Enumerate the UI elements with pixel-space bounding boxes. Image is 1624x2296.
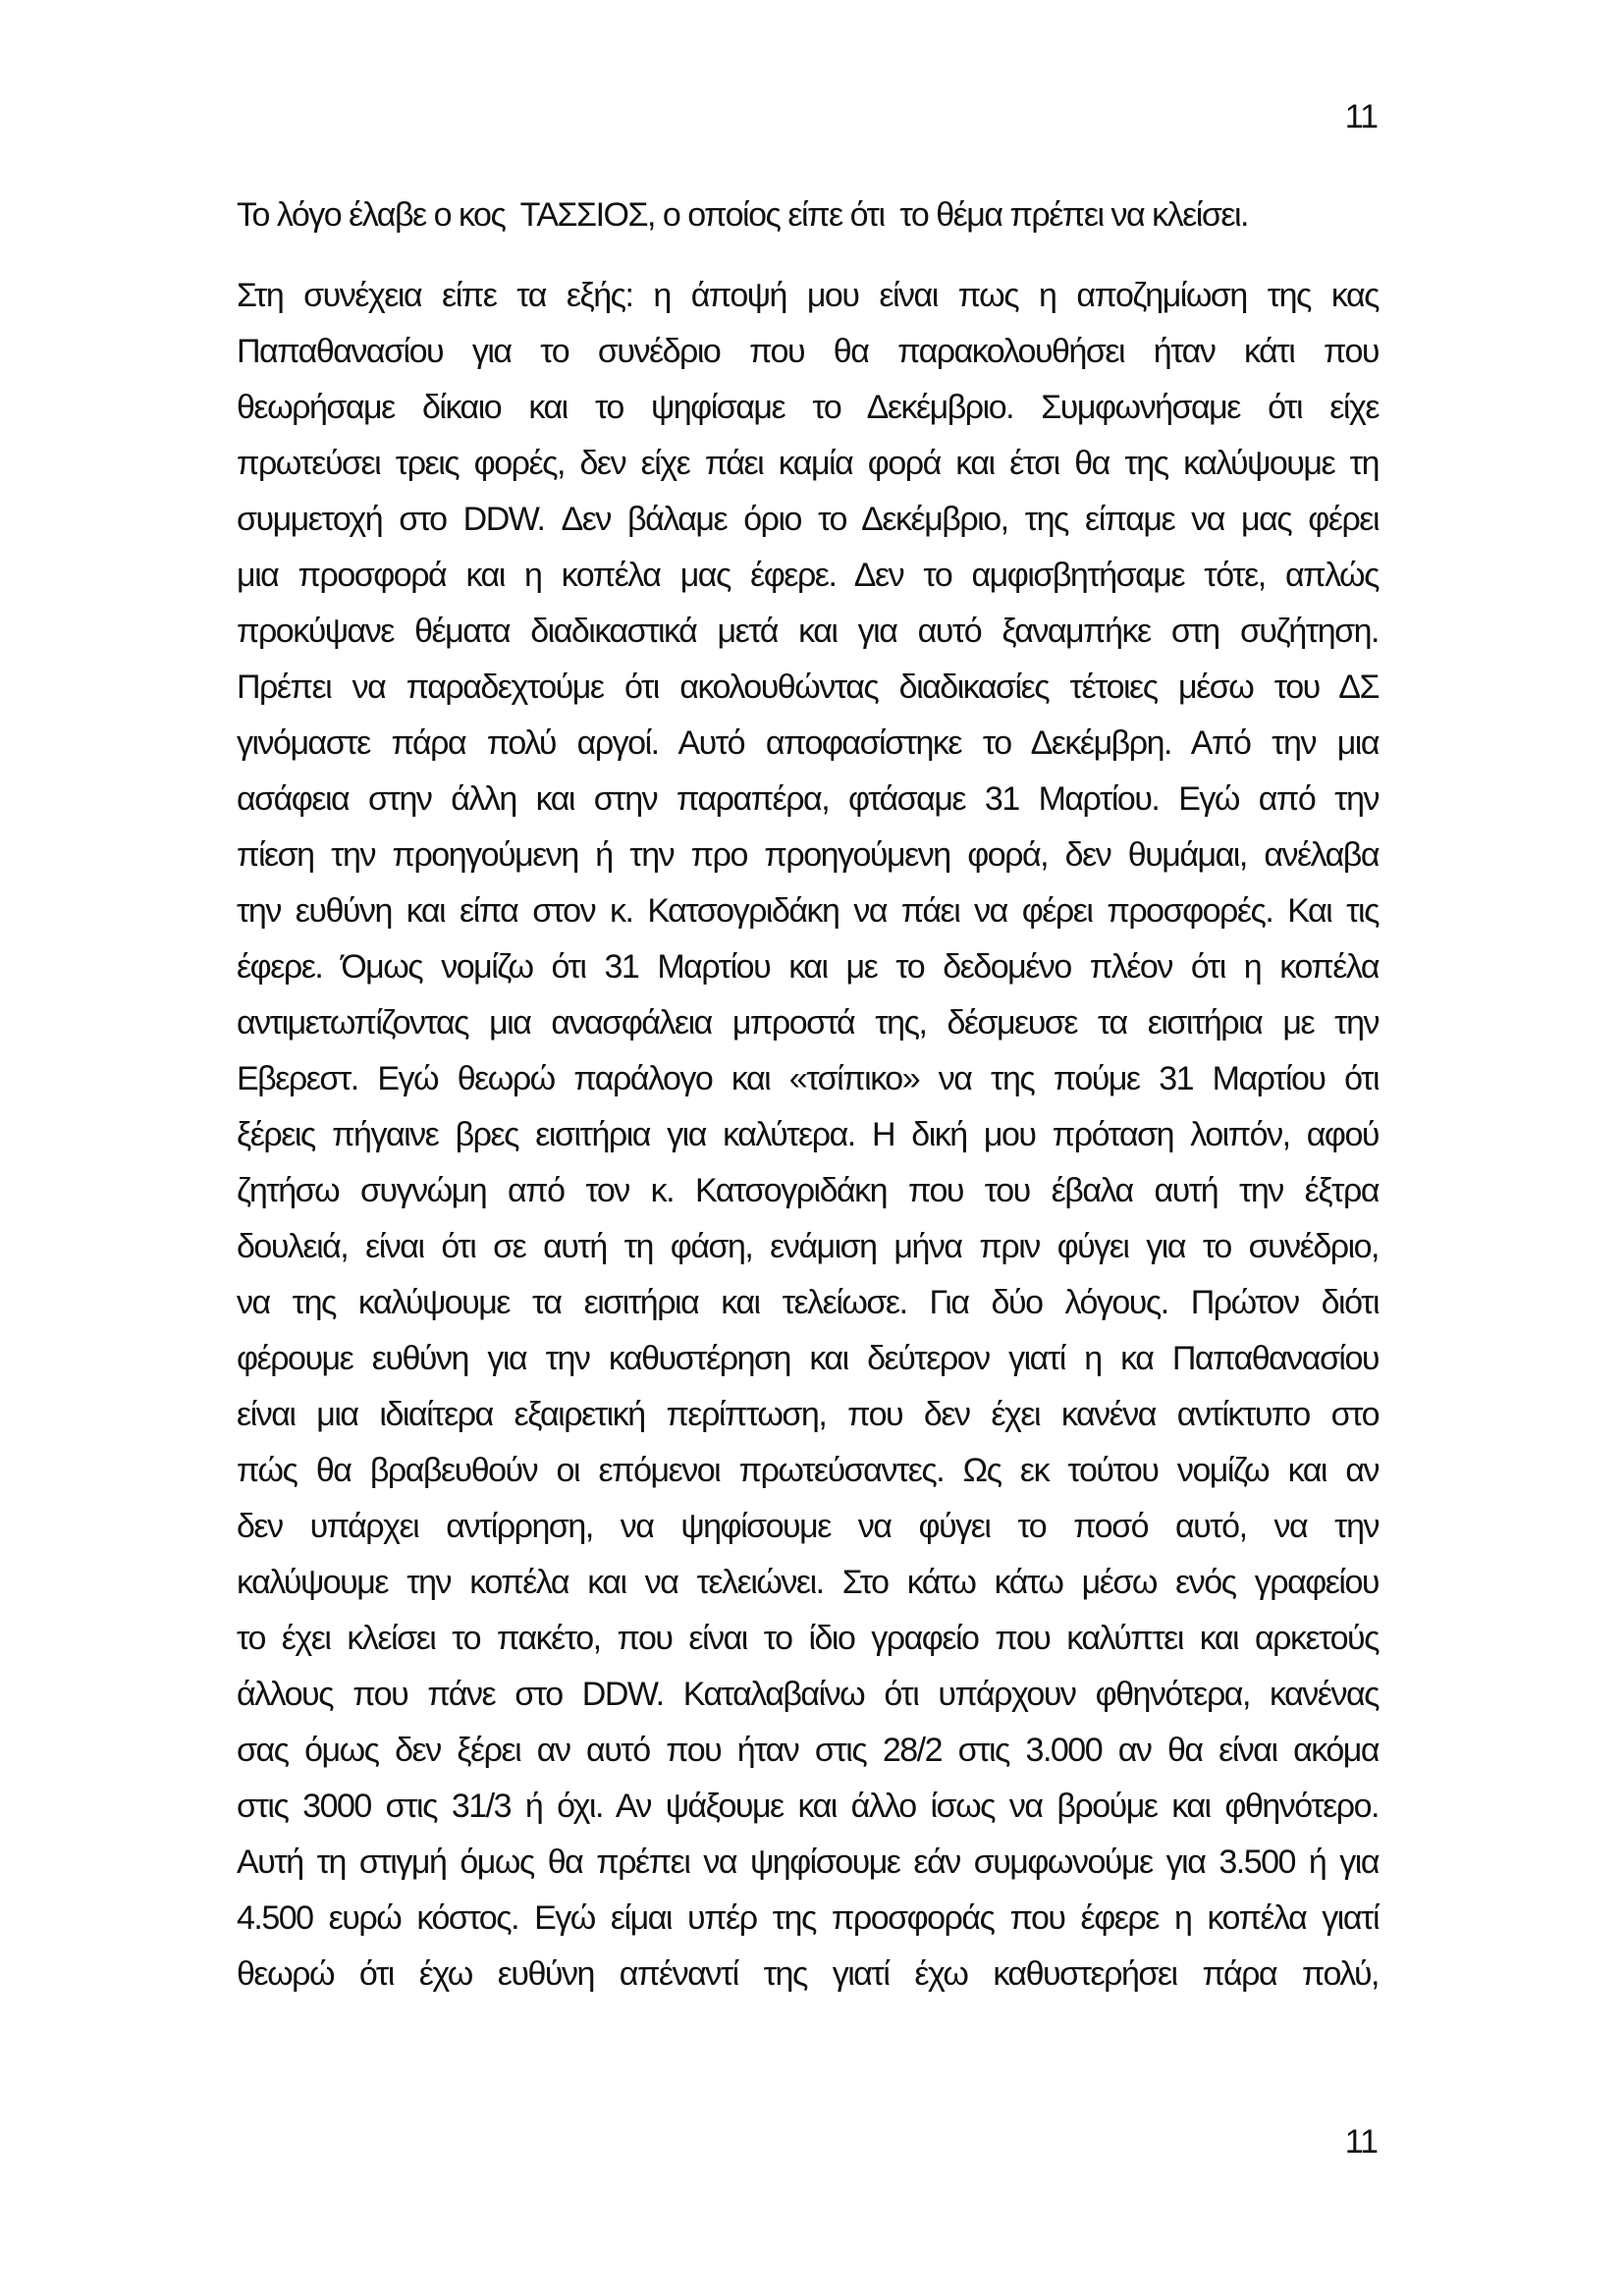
text-line: Στη συνέχεια είπε τα εξής: η άποψή μου είναι πως η αποζημίωση της κας [237,277,1379,314]
text-line: πρωτεύσει τρεις φορές, δεν είχε πάει καμία φορά και έτσι θα της καλύψουμε τη [237,445,1379,482]
text-line: Πρέπει να παραδεχτούμε ότι ακολουθώντας διαδικασίες τέτοιες μέσω του ΔΣ [237,668,1379,706]
page-number-bottom: 11 [1344,2123,1378,2161]
text-line: θεωρήσαμε δίκαιο και το ψηφίσαμε το Δεκέμβριο. Συμφωνήσαμε ότι είχε [237,389,1379,426]
text-line: το έχει κλείσει το πακέτο, που είναι το ίδιο γραφείο που καλύπτει και αρκετούς [237,1620,1379,1657]
page-number-top: 11 [1344,98,1378,135]
text-line: σας όμως δεν ξέρει αν αυτό που ήταν στις 28/2 στις 3.000 αν θα είναι ακόμα [237,1732,1379,1769]
text-line: συμμετοχή στο DDW. Δεν βάλαμε όριο το Δεκέμβριο, της είπαμε να μας φέρει [237,501,1379,538]
text-line: ξέρεις πήγαινε βρες εισιτήρια για καλύτερα. Η δική μου πρόταση λοιπόν, αφού [237,1116,1379,1153]
text-line: είναι μια ιδιαίτερα εξαιρετική περίπτωση, που δεν έχει κανένα αντίκτυπο στο [237,1396,1379,1433]
text-line: Παπαθανασίου για το συνέδριο που θα παρακολουθήσει ήταν κάτι που [237,333,1379,370]
text-line: ζητήσω συγνώμη από τον κ. Κατσογριδάκη που του έβαλα αυτή την έξτρα [237,1172,1379,1209]
text-line: στις 3000 στις 31/3 ή όχι. Αν ψάξουμε και άλλο ίσως να βρούμε και φθηνότερο. [237,1788,1379,1825]
text-line: να της καλύψουμε τα εισιτήρια και τελείωσε. Για δύο λόγους. Πρώτον διότι [237,1284,1379,1321]
text-line: 4.500 ευρώ κόστος. Εγώ είμαι υπέρ της προσφοράς που έφερε η κοπέλα γιατί [237,1899,1379,1937]
text-line: ασάφεια στην άλλη και στην παραπέρα, φτάσαμε 31 Μαρτίου. Εγώ από την [237,780,1379,818]
page-content [237,187,1379,2002]
text-line: καλύψουμε την κοπέλα και να τελειώνει. Στο κάτω κάτω μέσω ενός γραφείου [237,1564,1379,1601]
text-line: Εβερεστ. Εγώ θεωρώ παράλογο και «τσίπικο» να της πούμε 31 Μαρτίου ότι [237,1060,1379,1097]
text-line: αντιμετωπίζοντας μια ανασφάλεια μπροστά της, δέσμευσε τα εισιτήρια με την [237,1004,1379,1041]
text-line: δεν υπάρχει αντίρρηση, να ψηφίσουμε να φύγει το ποσό αυτό, να την [237,1508,1379,1545]
text-line: έφερε. Όμως νομίζω ότι 31 Μαρτίου και με το δεδομένο πλέον ότι η κοπέλα [237,948,1379,986]
text-line: την ευθύνη και είπα στον κ. Κατσογριδάκη να πάει να φέρει προσφορές. Και τις [237,892,1379,930]
text-line: προκύψανε θέματα διαδικαστικά μετά και για αυτό ξαναμπήκε στη συζήτηση. [237,613,1379,650]
text-line: πώς θα βραβευθούν οι επόμενοι πρωτεύσαντες. Ως εκ τούτου νομίζω και αν [237,1452,1379,1489]
text-line: δουλειά, είναι ότι σε αυτή τη φάση, ενάμιση μήνα πριν φύγει για το συνέδριο, [237,1228,1379,1265]
text-line: θεωρώ ότι έχω ευθύνη απέναντί της γιατί έχω καθυστερήσει πάρα πολύ, [237,1955,1379,1993]
text-line: πίεση την προηγούμενη ή την προ προηγούμενη φορά, δεν θυμάμαι, ανέλαβα [237,836,1379,874]
speech-body-paragraph [237,268,1379,2002]
text-line: μια προσφορά και η κοπέλα μας έφερε. Δεν το αμφισβητήσαμε τότε, απλώς [237,557,1379,594]
text-line: γινόμαστε πάρα πολύ αργοί. Αυτό αποφασίστηκε το Δεκέμβρη. Από την μια [237,724,1379,762]
speech-intro-paragraph: Το λόγο έλαβε ο κος ΤΑΣΣΙΟΣ, ο οποίος είπε ότι το θέμα πρέπει να κλείσει. [237,196,1249,234]
text-line: Αυτή τη στιγμή όμως θα πρέπει να ψηφίσουμε εάν συμφωνούμε για 3.500 ή για [237,1843,1379,1881]
text-line: άλλους που πάνε στο DDW. Καταλαβαίνω ότι υπάρχουν φθηνότερα, κανένας [237,1676,1379,1713]
text-line: φέρουμε ευθύνη για την καθυστέρηση και δεύτερον γιατί η κα Παπαθανασίου [237,1340,1379,1377]
